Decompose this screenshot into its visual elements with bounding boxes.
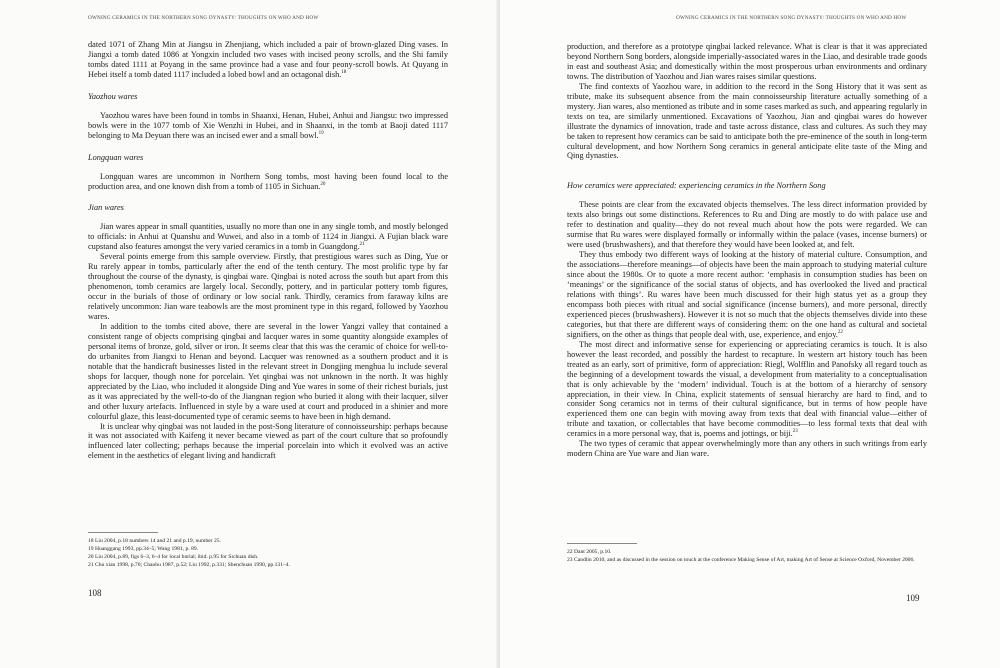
footnote: 21 Chu xian 1998, p.70; Chaohu 1987, p.52; Liu 1992, p.331; Shenchuan 1990, pp.131–4. <box>88 562 290 569</box>
paragraph: It is unclear why qingbai was not lauded in the post-Song literature of connoisseurship: perhaps because it was not associated with Kaifeng it never became viewed as part of the court culture that so profoundly influenced later collecting; perhaps because the imperial porcelain into which it evolved was an active element in the aesthetics of elegant living and handicraft <box>88 421 448 461</box>
paragraph: The most direct and informative sense for experiencing or appreciating ceramics is touch. It is also however the least recorded, and possibly the hardest to recapture. In western art history touch has been treated as an early, sort of primitive, form of appreciation: Riegl, Wolfflin and Panofsky all regard touch as the beginning of a development towards the visual, a development from materiality to a conceptualisation that is only achievable by the ‘modern’ individual. Touch is at the bottom of a hierarchy of sensory appreciation, in their view. In China, explicit statements of sensual hierarchy are hard to find, and to consider Song ceramics not in terms of their cultural significance, but in terms of how people have experienced them one can begin with moving away from texts that deal with financial value—either of tribute and taxation, or collectables that have become commodities—to less formal texts that deal with ceramics in a more personal way, that is, poems and jottings, or biji.$^{23}$ <box>567 339 927 439</box>
paragraph: Yaozhou wares have been found in tombs in Shaanxi, Henan, Hubei, Anhui and Jiangsu: two impressed bowls were in the 1077 tomb of Xie Wenzhi in Hubei, and in Shaanxi, in the tomb at Baoji dated 1117 belonging to Ma Deyuan there was an incised ewer and a small bowl.$^{19}$ <box>88 110 448 140</box>
footnotes <box>567 543 927 564</box>
paragraph: The find contexts of Yaozhou ware, in addition to the record in the Song History that it was sent as tribute, make its subsequent absence from the main connoisseurship literature actually something of a mystery. Jian wares, also mentioned as tribute and in some cases marked as such, and appearing regularly in texts on tea, are similarly unmentioned. Excavations of Yaozhou, Jian and qingbai wares do however illustrate the dynamics of innovation, trade and taste across distance, class and cultures. As such they may be taken to represent how ceramics can be said to anticipate both the pre-eminence of the south in long-term cultural development, and how Northern Song ceramics in general anticipate elite taste of the Ming and Qing dynasties. <box>567 81 927 161</box>
paragraph: They thus embody two different ways of looking at the history of material culture. Consumption, and the associations—therefore meanings—of objects have been the main approach to studying material culture since about the 1980s. Or to quote a more recent author: ‘emphasis in consumption studies has been on ‘meanings’ or the significance of the social status of objects, and has overlooked the lived and practical relations with things’. Ru wares have been much discussed for their high status yet as a group they encompass both pieces with ritual and social significance (incense burners), and more personal, directly experienced pieces (brushwashers). However it is not so much that the objects themselves divide into these categories, but that there are different ways of considering them: on the one hand as cultural and societal signifiers, on the other as things that people deal with, use, experience, and enjoy.$^{22}$ <box>567 250 927 339</box>
running-head: OWNING CERAMICS IN THE NORTHERN SONG DYNASTY: THOUGHTS ON WHO AND HOW <box>676 15 907 21</box>
footnote: 22 Dant 2005, p.10. <box>567 549 612 555</box>
paragraph: Several points emerge from this sample overview. Firstly, that prestigious wares such as Ding, Yue or Ru rarely appear in tombs, particularly after the end of the tenth century. The most prolific type by far throughout the course of the dynasty, is qingbai ware. Qingbai is noted across the south but apart from this phenomenon, tomb ceramics are largely local. Secondly, pottery, and in particular pottery tomb figures, occur in the burials of those of ordinary or low social rank. Thirdly, ceramics from faraway kilns are relatively uncommon: Jian ware teabowls are the most prominent type in this regard, followed by Yaozhou wares. <box>88 252 448 322</box>
footnote: 18 Liu 2004, p.18 numbers 14 and 21 and p.19, number 25. <box>88 538 221 544</box>
running-head: OWNING CERAMICS IN THE NORTHERN SONG DYNASTY: THOUGHTS ON WHO AND HOW <box>88 15 319 21</box>
footnote: 23 Candlin 2010, and as discussed in the session on touch at the conference Making Sense of Art, making Art of Sense at Science Oxford, November 2006. <box>567 557 915 564</box>
page-number: 109 <box>906 593 920 603</box>
paragraph: production, and therefore as a prototype qingbai lacked relevance. What is clear is that it was appreciated beyond Northern Song borders, alongside imperially-associated wares in the Liao, and desirable trade goods in east and southeast Asia; and domestically within the most prosperous urban environments and ordinary towns. The distribution of Yaozhou and Jian wares raises similar questions. <box>567 42 927 81</box>
paragraph: Longquan wares are uncommon in Northern Song tombs, most having been found local to the production area, and one known dish from a tomb of 1105 in Sichuan.$^{20}$ <box>88 171 448 191</box>
section-heading: Yaozhou wares <box>88 91 138 101</box>
page-number: 108 <box>88 588 102 598</box>
right-page <box>500 0 1000 668</box>
footnote: 19 Huanggang 1993, pp.34–5; Wang 1981, p. 89. <box>88 546 199 553</box>
page-body <box>567 42 927 459</box>
paragraph: These points are clear from the excavated objects themselves. The less direct information provided by texts also brings out some distinctions. References to Ru and Ding are mostly to do with palace use and refer to destination and quality—they do not reveal much about how the pots were regarded. We can surmise that Ru wares were displayed formally or informally within the palace (vases, incense burners) or were used (brushwashers), and that therefore they would have been looked at, and felt. <box>567 200 927 250</box>
section-heading: Jian wares <box>88 203 124 213</box>
page-body <box>88 40 448 461</box>
footnote-rule <box>567 543 637 544</box>
footnotes <box>88 532 448 569</box>
section-heading: How ceramics were appreciated: experiencing ceramics in the Northern Song <box>567 181 826 191</box>
paragraph: dated 1071 of Zhang Min at Jiangsu in Zhenjiang, which included a pair of brown-glazed Ding vases. In Jiangxi a tomb dated 1086 at Yongxin included two vases with incised peony scrolls, and the Shi family tombs dated 1111 at Poyang in the same province had a vase and four peony-scroll bowls. At Quyang in Hebei itself a tomb dated 1117 included a lobed bowl and an octagonal dish.$^{18}$ <box>88 40 448 79</box>
paragraph: In addition to the tombs cited above, there are several in the lower Yangzi valley that contained a consistent range of objects comprising qingbai and lacquer wares in some quantity alongside examples of personal items of bronze, gold, silver or iron. It seems clear that this was the ceramic of choice for well-to-do urbanites from Jiangxi to Henan and beyond. Lacquer was renowned as a southern product and it is notable that the handicraft businesses listed in the relevant street in Dongjing menghua lu include several shops for lacquer, though none for porcelain. Yet qingbai was not unknown in the north. It was highly appreciated by the Liao, who included it alongside Ding and Yue wares in some of their richest burials, just as it was appreciated by the well-to-do of the Jiangnan region who buried it along with their lacquer, silver and other luxury artefacts. Influenced in style by a ware used at court and produced in a shinier and more colourful glaze, this least-documented type of ceramic seems to have been in high demand. <box>88 321 448 421</box>
paragraph: The two types of ceramic that appear overwhelmingly more than any others in such writings from early modern China are Yue ware and Jian ware. <box>567 439 927 459</box>
paragraph: Jian wares appear in small quantities, usually no more than one in any single tomb, and mostly belonged to officials: in Anhui at Quanshu and Wuwei, and also in a tomb of 1124 in Jiangxi. A Fujian black ware cupstand also features amongst the very varied ceramics in a tomb in Guangdong.$^{21}$ <box>88 222 448 252</box>
footnote-rule <box>88 532 158 533</box>
section-heading: Longquan wares <box>88 152 144 162</box>
footnote: 20 Liu 2004, p.89, figs 6–3, 6–4 for local burial; ibid. p.95 for Sichuan dish. <box>88 554 259 561</box>
